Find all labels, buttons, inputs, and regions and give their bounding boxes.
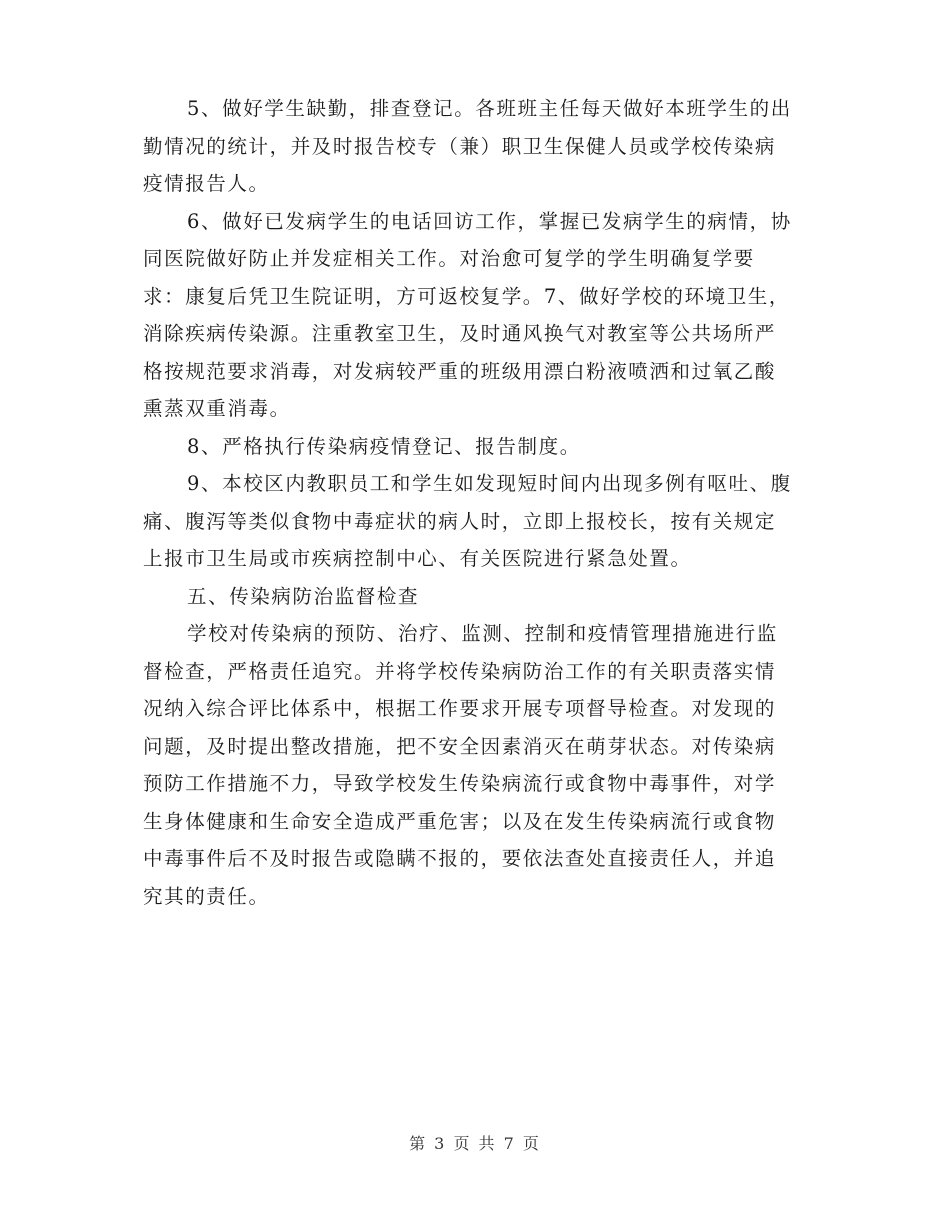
- para-8-line-1: 8、严格执行传染病疫情登记、报告制度。: [187, 434, 581, 458]
- para-9-line-2: 痛、腹泻等类似食物中毒症状的病人时，立即上报校长，按有关规定: [143, 509, 777, 533]
- para-6-line-3: 求：康复后凭卫生院证明，方可返校复学。7、做好学校的环境卫生，: [143, 284, 791, 308]
- para-6-line-6: 熏蒸双重消毒。: [143, 397, 291, 420]
- para-supervision-line-5: 预防工作措施不力，导致学校发生传染病流行或食物中毒事件，对学: [143, 772, 777, 795]
- para-supervision-line-1: 学校对传染病的预防、治疗、监测、控制和疫情管理措施进行监: [187, 622, 778, 645]
- para-supervision-line-6: 生身体健康和生命安全造成严重危害；以及在发生传染病流行或食物: [143, 809, 777, 833]
- page-number-footer: 第 3 页 共 7 页: [409, 1134, 541, 1153]
- para-supervision-line-3: 况纳入综合评比体系中，根据工作要求开展专项督导检查。对发现的: [143, 697, 777, 720]
- para-6-line-1: 6、做好已发病学生的电话回访工作，掌握已发病学生的病情，协: [187, 209, 792, 233]
- para-supervision-line-2: 督检查，严格责任追究。并将学校传染病防治工作的有关职责落实情: [143, 659, 777, 683]
- para-5-line-3: 疫情报告人。: [143, 172, 270, 195]
- para-6-line-4: 消除疾病传染源。注重教室卫生，及时通风换气对教室等公共场所严: [143, 322, 777, 345]
- para-supervision-line-4: 问题，及时提出整改措施，把不安全因素消灭在萌芽状态。对传染病: [143, 734, 777, 758]
- para-5-line-1: 5、做好学生缺勤，排查登记。各班班主任每天做好本班学生的出: [187, 97, 792, 120]
- para-6-line-2: 同医院做好防止并发症相关工作。对治愈可复学的学生明确复学要: [143, 247, 755, 270]
- document-body: [143, 90, 813, 915]
- para-9-line-3: 上报市卫生局或市疾病控制中心、有关医院进行紧急处置。: [143, 547, 692, 570]
- para-5-line-2: 勤情况的统计，并及时报告校专（兼）职卫生保健人员或学校传染病: [143, 134, 777, 158]
- para-9-line-1: 9、本校区内教职员工和学生如发现短时间内出现多例有呕吐、腹: [187, 472, 792, 495]
- para-supervision-line-8: 究其的责任。: [143, 884, 270, 908]
- section-heading: 五、传染病防治监督检查: [187, 584, 420, 608]
- para-supervision-line-7: 中毒事件后不及时报告或隐瞒不报的，要依法查处直接责任人，并追: [143, 847, 777, 870]
- para-6-line-5: 格按规范要求消毒，对发病较严重的班级用漂白粉液喷洒和过氧乙酸: [143, 359, 777, 383]
